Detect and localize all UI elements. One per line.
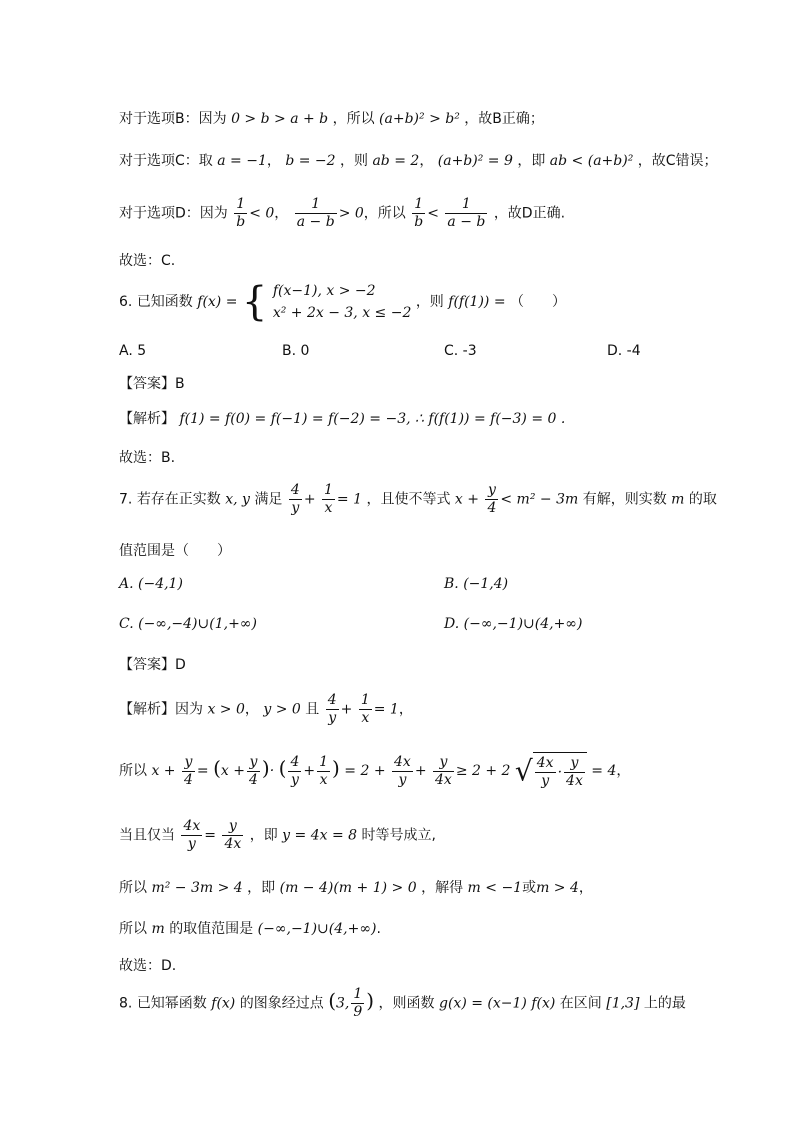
q7-analysis-4: 所以 m² − 3m > 4 ，即 (m − 4)(m + 1) > 0 ，解得 m < −1或m > 4，	[119, 880, 593, 896]
q5-choice: 故选：C.	[119, 253, 176, 269]
q6-analysis: 【解析】 f(1) = f(0) = f(−1) = f(−2) = −3, ∴ f(f(1)) = f(−3) = 0 .	[119, 411, 566, 427]
q7-analysis-1: 【解析】因为 x > 0， y > 0 且 $\frac{4}{y}$ + $\frac{1}{x}$ = 1，	[119, 692, 413, 726]
q6-option-c: C. -3	[444, 343, 477, 359]
option-d-analysis: 对于选项D：因为 $\frac{1}{b}$ < 0， $\frac{1}{a - b}$ > 0，所以 $\frac{1}{b}$ < $\frac{1}{a - b}$ ，故D正确.	[119, 196, 566, 230]
q7-answer: 【答案】D	[119, 657, 186, 673]
question-7-stem: 7. 若存在正实数 x, y 满足 $\frac{4}{y}$ + $\frac{1}{x}$ = 1 ，且使不等式 x + $\frac{y}{4}$ < m² − 3m 有解，则实数 m 的取	[119, 482, 717, 516]
piecewise-cases: f(x−1), x > −2 x² + 2x − 3, x ≤ −2	[272, 283, 412, 321]
q7-option-d: D. (−∞,−1)∪(4,+∞)	[444, 616, 583, 632]
point-fraction: $\frac{1}{9}$	[353, 986, 363, 1020]
q6-option-a: A. 5	[119, 343, 147, 359]
q7-option-a: A. (−4,1)	[119, 576, 183, 592]
option-b-analysis: 对于选项B：因为 0 > b > a + b ，所以 (a+b)² > b² ，故B正确；	[119, 111, 544, 127]
q7-choice: 故选：D.	[119, 958, 177, 974]
question-8-stem: 8. 已知幂函数 f(x) 的图象经过点 (3, $\frac{1}{9}$ ) ，则函数 g(x) = (x−1) f(x) 在区间 [1,3] 上的最	[119, 986, 686, 1020]
q7-option-c: C. (−∞,−4)∪(1,+∞)	[119, 616, 257, 632]
question-6-stem: 6. 已知函数 f(x) = { f(x−1), x > −2 x² + 2x − 3, x ≤ −2 ，则 f(f(1)) = （ ）	[119, 279, 567, 325]
q7-analysis-3: 当且仅当 $\frac{4x}{y}$ = $\frac{y}{4x}$ ，即 y = 4x = 8 时等号成立,	[119, 818, 436, 852]
question-7-stem-cont: 值范围是（ ）	[119, 543, 231, 559]
q7-option-b: B. (−1,4)	[444, 576, 509, 592]
fraction-1-over-b: $\frac{1}{b}$	[236, 196, 246, 230]
math-result: (a+b)² > b²	[379, 111, 460, 127]
q6-answer: 【答案】B	[119, 376, 185, 392]
q7-analysis-5: 所以 m 的取值范围是 (−∞,−1)∪(4,+∞).	[119, 921, 381, 937]
square-root: √ $\frac{4x}{y}$ · $\frac{y}{4x}$	[515, 752, 587, 790]
q6-option-d: D. -4	[607, 343, 641, 359]
q6-option-b: B. 0	[282, 343, 310, 359]
fraction-1-over-a-minus-b: $\frac{1}{a - b}$	[296, 196, 335, 230]
option-c-analysis: 对于选项C：取 a = −1， b = −2 ，则 ab = 2， (a+b)² = 9 ，即 ab < (a+b)² ，故C错误；	[119, 153, 718, 169]
q7-analysis-2: 所以 x + $\frac{y}{4}$ = (x + $\frac{y}{4}$ )· ( $\frac{4}{y}$ + $\frac{1}{x}$ ) = 2 + $\frac{4x}{y}$ + $\frac{y}{4x}$ ≥ 2 + 2 √ $\frac{4x}{y}$ · $\frac{y}{4x}$ = 4，	[119, 753, 631, 789]
math-inequality: 0 > b > a + b	[231, 111, 329, 127]
piecewise-brace: {	[241, 279, 268, 325]
q6-choice: 故选：B.	[119, 450, 176, 466]
